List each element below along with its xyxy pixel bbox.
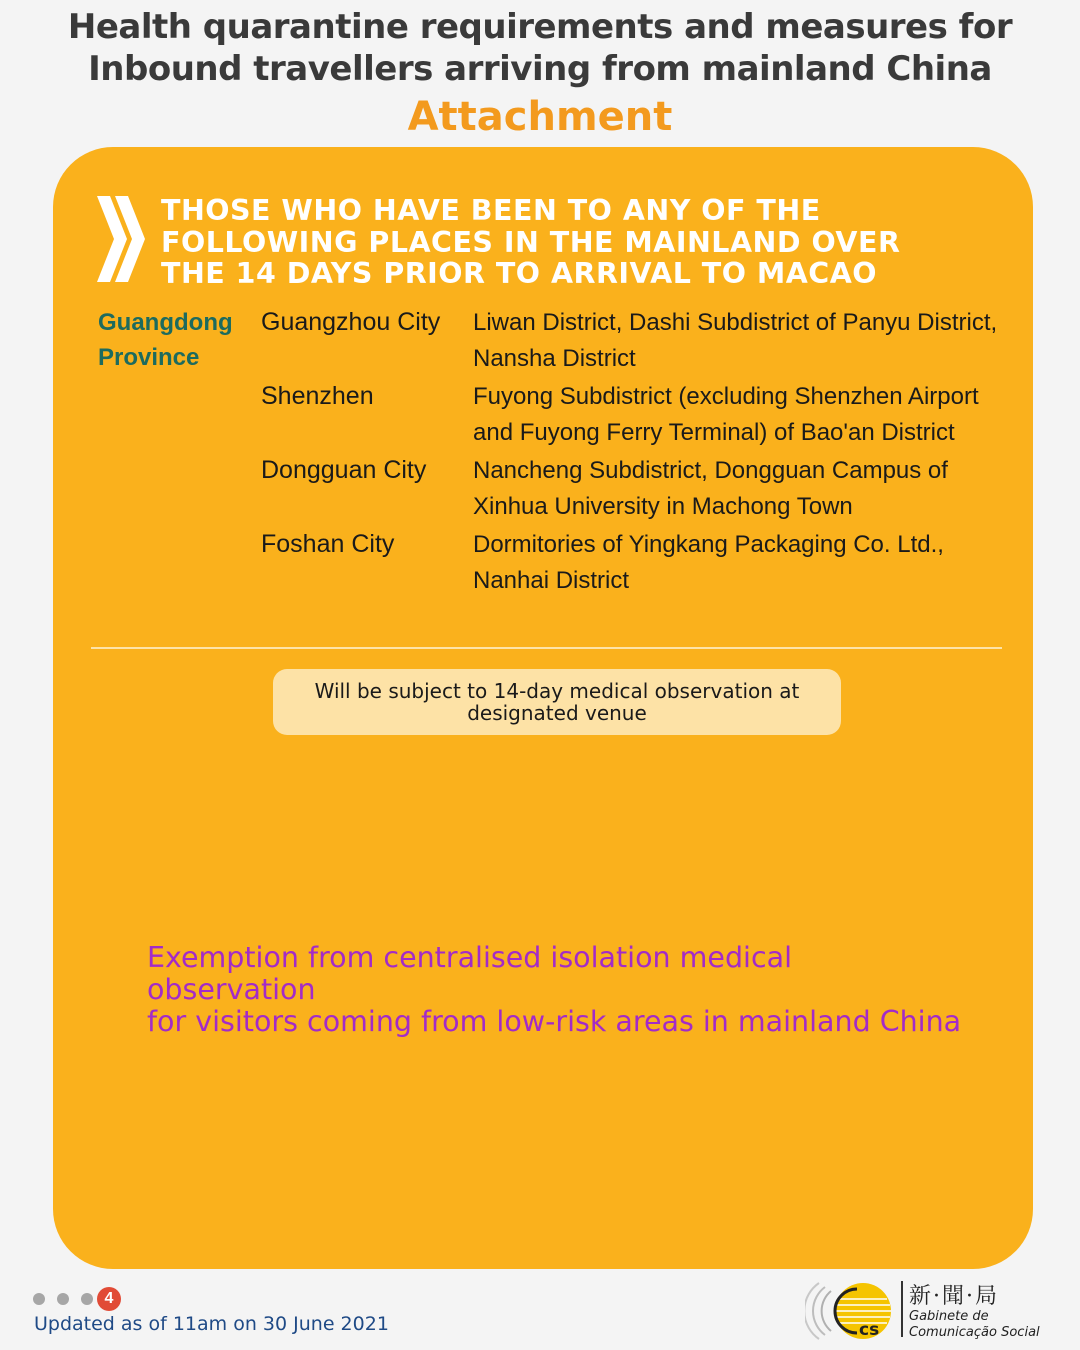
gcs-logo [805,1275,1075,1347]
city-name: Foshan City [261,530,395,558]
page-subtitle: Attachment [407,94,673,140]
logo-portuguese-line-2: Comunicação Social [909,1325,1040,1340]
measure-badge [273,669,841,735]
place-details: Dormitories of Yingkang Packaging Co. Ltd., Nanhai District [473,531,944,594]
double-chevron-icon [97,196,145,282]
header [0,6,1080,142]
exemption-line-2: for visitors coming from low-risk areas in mainland China [147,1005,962,1038]
updated-timestamp: Updated as of 11am on 30 June 2021 [34,1313,389,1335]
page-dot[interactable] [57,1293,69,1305]
page-dot[interactable] [81,1293,93,1305]
current-page-badge: 4 [97,1287,121,1311]
measure-text: Will be subject to 14-day medical observation at designated venue [314,679,800,725]
section-heading [161,195,1001,290]
city-name: Guangzhou City [261,308,441,336]
list-item [261,379,1021,450]
exemption-line-1: Exemption from centralised isolation medical observation [147,941,793,1006]
page-title-line-1: Health quarantine requirements and measures for [67,7,1013,47]
logo-chinese-text: 新·聞·局 [909,1284,999,1309]
info-card [53,147,1033,1269]
place-details: Fuyong Subdistrict (excluding Shenzhen Airport and Fuyong Ferry Terminal) of Bao'an District [473,383,979,446]
logo-divider [901,1281,903,1337]
list-item [261,527,1021,598]
section-heading-line-2: FOLLOWING PLACES IN THE MAINLAND OVER [161,225,901,259]
svg-text:cs: cs [859,1320,880,1340]
page-dot[interactable] [33,1293,45,1305]
section-heading-line-3: THE 14 DAYS PRIOR TO ARRIVAL TO MACAO [161,257,877,290]
province-label: Guangdong Province [98,309,233,371]
city-name: Shenzhen [261,382,374,410]
place-details: Nancheng Subdistrict, Dongguan Campus of Xinhua University in Machong Town [473,457,948,520]
gcs-logo-icon [805,1275,897,1347]
logo-portuguese-line-1: Gabinete de [909,1309,989,1324]
list-item [261,305,1021,376]
exemption-link[interactable] [147,942,967,1038]
place-details: Liwan District, Dashi Subdistrict of Panyu District, Nansha District [473,309,998,372]
list-item [261,453,1021,524]
places-list [261,305,1021,601]
divider [91,647,1002,649]
page-title-line-2: Inbound travellers arriving from mainland China [88,49,992,89]
pagination [33,1287,121,1311]
section-heading-line-1: THOSE WHO HAVE BEEN TO ANY OF THE [161,194,821,227]
city-name: Dongguan City [261,456,427,484]
